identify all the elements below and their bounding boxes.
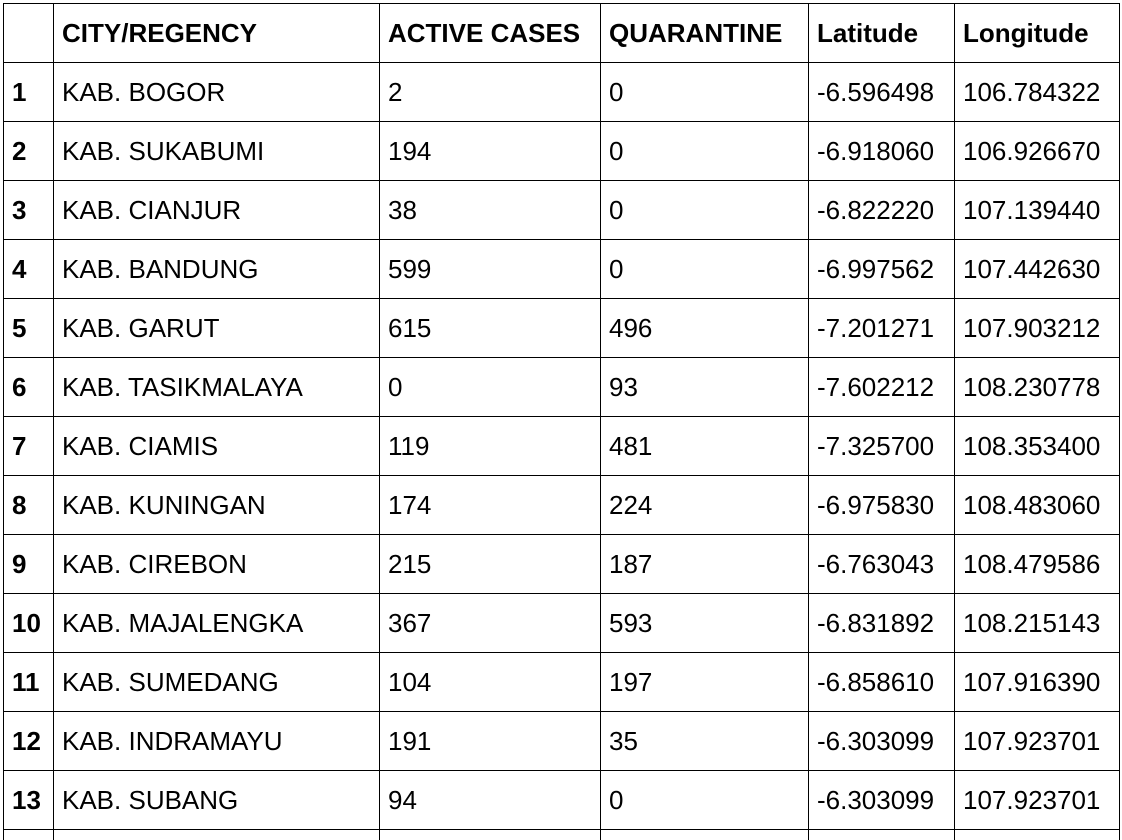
header-index [4, 4, 54, 63]
city-cell: KAB. INDRAMAYU [54, 712, 380, 771]
empty-cell [54, 830, 380, 840]
latitude-cell: -6.975830 [809, 476, 955, 535]
table-row [4, 181, 1120, 240]
quarantine-cell: 593 [601, 594, 809, 653]
latitude-cell: -6.303099 [809, 771, 955, 830]
quarantine-cell: 0 [601, 181, 809, 240]
row-index: 5 [4, 299, 54, 358]
quarantine-cell: 0 [601, 122, 809, 181]
longitude-cell: 108.215143 [955, 594, 1120, 653]
city-cell: KAB. GARUT [54, 299, 380, 358]
longitude-cell: 106.926670 [955, 122, 1120, 181]
active-cases-cell: 2 [380, 63, 601, 122]
latitude-cell: -6.596498 [809, 63, 955, 122]
active-cases-cell: 104 [380, 653, 601, 712]
row-index: 2 [4, 122, 54, 181]
city-cell: KAB. MAJALENGKA [54, 594, 380, 653]
active-cases-cell: 0 [380, 358, 601, 417]
row-index: 13 [4, 771, 54, 830]
quarantine-cell: 496 [601, 299, 809, 358]
table-row [4, 476, 1120, 535]
quarantine-cell: 35 [601, 712, 809, 771]
empty-cell [809, 830, 955, 840]
latitude-cell: -7.602212 [809, 358, 955, 417]
active-cases-cell: 194 [380, 122, 601, 181]
active-cases-cell: 119 [380, 417, 601, 476]
empty-cell [4, 830, 54, 840]
table-row [4, 653, 1120, 712]
longitude-cell: 107.916390 [955, 653, 1120, 712]
quarantine-cell: 481 [601, 417, 809, 476]
row-index: 4 [4, 240, 54, 299]
table-header-row [4, 4, 1120, 63]
row-index: 10 [4, 594, 54, 653]
table-row [4, 240, 1120, 299]
quarantine-cell: 0 [601, 240, 809, 299]
active-cases-cell: 94 [380, 771, 601, 830]
quarantine-cell: 187 [601, 535, 809, 594]
latitude-cell: -6.858610 [809, 653, 955, 712]
quarantine-cell: 197 [601, 653, 809, 712]
table-row [4, 358, 1120, 417]
city-cell: KAB. TASIKMALAYA [54, 358, 380, 417]
latitude-cell: -6.997562 [809, 240, 955, 299]
city-cell: KAB. CIAMIS [54, 417, 380, 476]
table-row [4, 535, 1120, 594]
header-quarantine: QUARANTINE [601, 4, 809, 63]
quarantine-cell: 93 [601, 358, 809, 417]
active-cases-cell: 599 [380, 240, 601, 299]
latitude-cell: -6.831892 [809, 594, 955, 653]
empty-cell [601, 830, 809, 840]
row-index: 11 [4, 653, 54, 712]
row-index: 7 [4, 417, 54, 476]
table-row [4, 417, 1120, 476]
latitude-cell: -6.918060 [809, 122, 955, 181]
city-cell: KAB. SUBANG [54, 771, 380, 830]
city-cell: KAB. SUKABUMI [54, 122, 380, 181]
empty-cell [380, 830, 601, 840]
quarantine-cell: 0 [601, 771, 809, 830]
latitude-cell: -7.201271 [809, 299, 955, 358]
empty-cell [955, 830, 1120, 840]
latitude-cell: -6.822220 [809, 181, 955, 240]
row-index: 1 [4, 63, 54, 122]
longitude-cell: 108.230778 [955, 358, 1120, 417]
row-index: 8 [4, 476, 54, 535]
table-row [4, 771, 1120, 830]
header-latitude: Latitude [809, 4, 955, 63]
row-index: 6 [4, 358, 54, 417]
table-row [4, 712, 1120, 771]
city-cell: KAB. SUMEDANG [54, 653, 380, 712]
table-row [4, 299, 1120, 358]
longitude-cell: 107.903212 [955, 299, 1120, 358]
longitude-cell: 106.784322 [955, 63, 1120, 122]
header-city-regency: CITY/REGENCY [54, 4, 380, 63]
city-cell: KAB. CIANJUR [54, 181, 380, 240]
active-cases-cell: 367 [380, 594, 601, 653]
active-cases-cell: 615 [380, 299, 601, 358]
row-index: 3 [4, 181, 54, 240]
longitude-cell: 107.442630 [955, 240, 1120, 299]
longitude-cell: 108.479586 [955, 535, 1120, 594]
longitude-cell: 107.139440 [955, 181, 1120, 240]
latitude-cell: -6.303099 [809, 712, 955, 771]
header-longitude: Longitude [955, 4, 1120, 63]
longitude-cell: 108.483060 [955, 476, 1120, 535]
active-cases-cell: 215 [380, 535, 601, 594]
header-active-cases: ACTIVE CASES [380, 4, 601, 63]
data-table [3, 3, 1120, 840]
quarantine-cell: 224 [601, 476, 809, 535]
active-cases-cell: 38 [380, 181, 601, 240]
table-row-partial [4, 830, 1120, 840]
city-cell: KAB. CIREBON [54, 535, 380, 594]
longitude-cell: 108.353400 [955, 417, 1120, 476]
city-cell: KAB. BOGOR [54, 63, 380, 122]
latitude-cell: -7.325700 [809, 417, 955, 476]
table-row [4, 122, 1120, 181]
city-cell: KAB. KUNINGAN [54, 476, 380, 535]
active-cases-cell: 191 [380, 712, 601, 771]
row-index: 9 [4, 535, 54, 594]
longitude-cell: 107.923701 [955, 771, 1120, 830]
table-row [4, 63, 1120, 122]
row-index: 12 [4, 712, 54, 771]
latitude-cell: -6.763043 [809, 535, 955, 594]
table-row [4, 594, 1120, 653]
active-cases-cell: 174 [380, 476, 601, 535]
longitude-cell: 107.923701 [955, 712, 1120, 771]
quarantine-cell: 0 [601, 63, 809, 122]
city-cell: KAB. BANDUNG [54, 240, 380, 299]
